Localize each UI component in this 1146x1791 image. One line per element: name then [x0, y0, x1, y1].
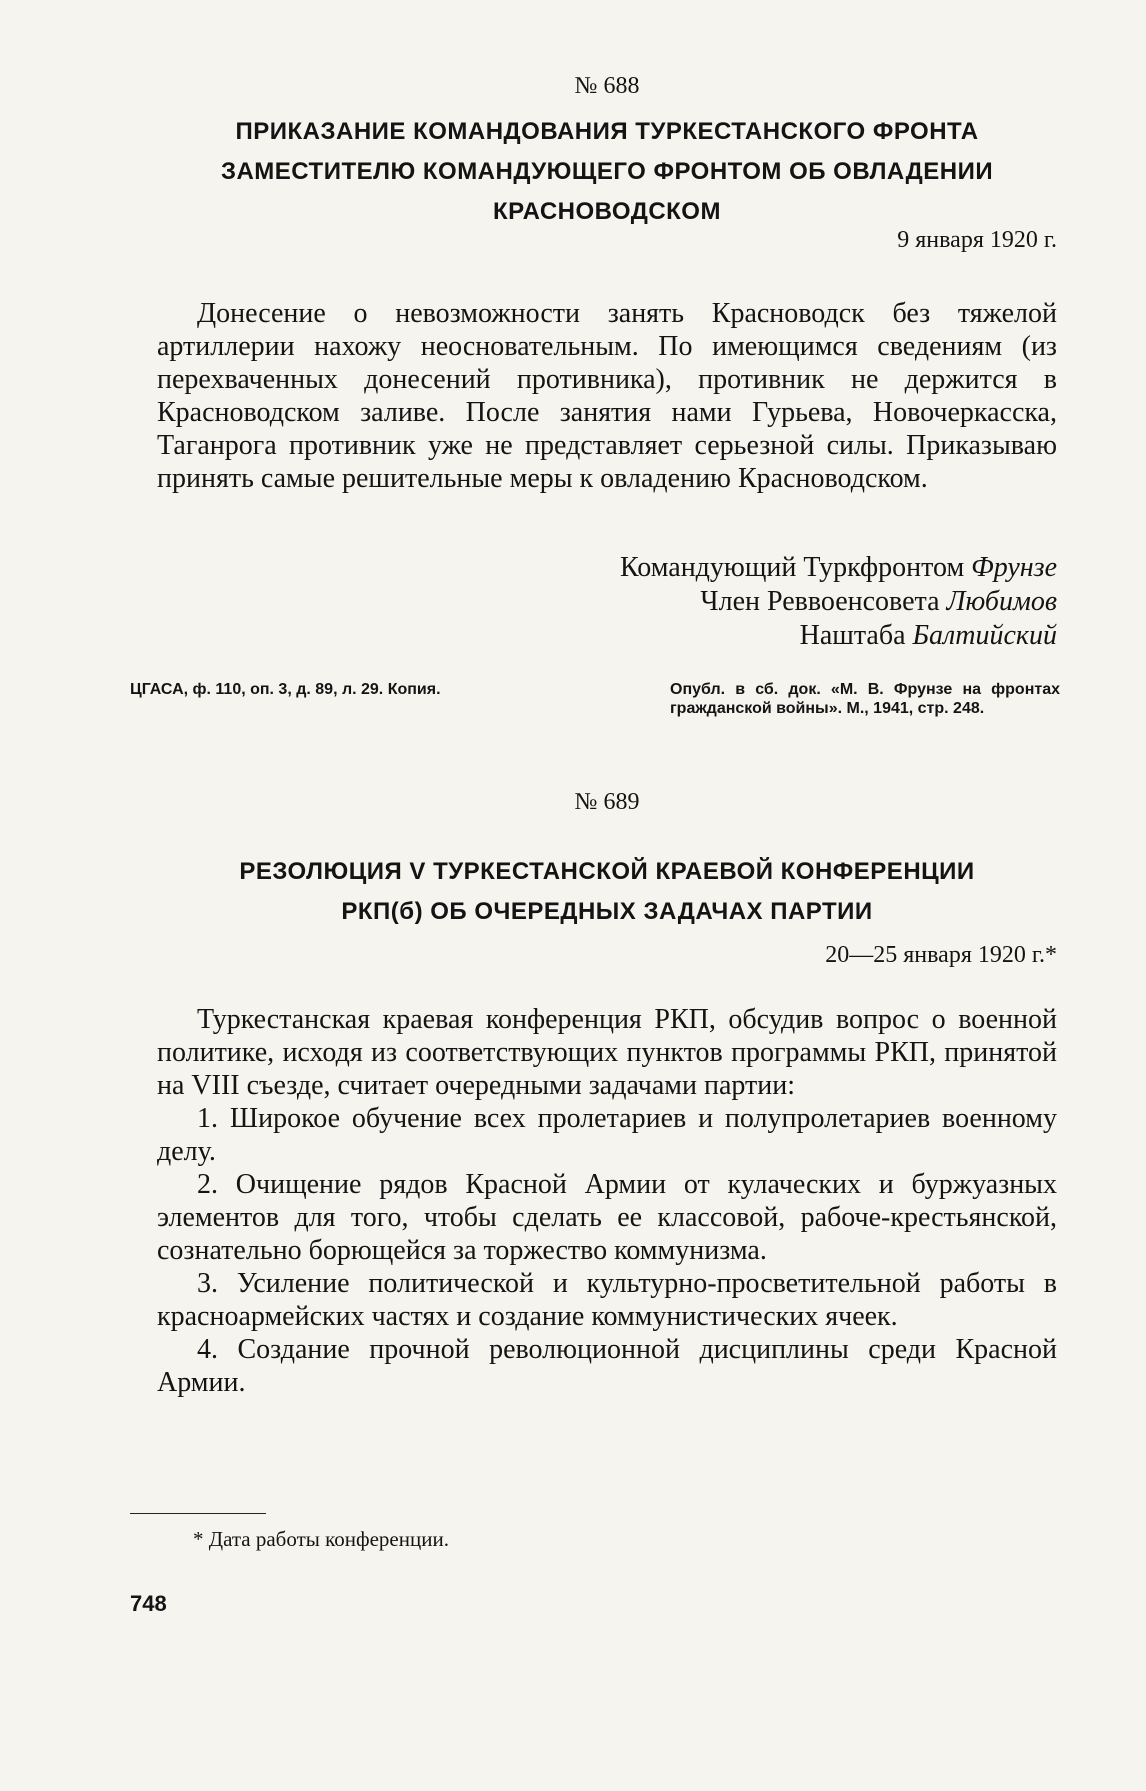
doc-689-title-line: РКП(б) ОБ ОЧЕРЕДНЫХ ЗАДАЧАХ ПАРТИИ	[341, 898, 873, 925]
doc-688-title-line: ПРИКАЗАНИЕ КОМАНДОВАНИЯ ТУРКЕСТАНСКОГО ФРОНТА	[235, 118, 979, 145]
doc-689-paragraph: 2. Очищение рядов Красной Армии от кулаческих и буржуазных элементов для того, чтобы сделать ее классовой, рабоче-крестьянской, сознательно борющейся за торжество коммунизма.	[157, 1169, 1057, 1266]
doc-689-body	[157, 1003, 1057, 1399]
signature-name: Любимов	[946, 586, 1057, 617]
doc-689-paragraph: Туркестанская краевая конференция РКП, обсудив вопрос о военной политике, исходя из соответствующих пунктов программы РКП, принятой на VIII съезде, считает очередными задачами партии:	[157, 1004, 1057, 1101]
signature-line	[157, 585, 1057, 619]
doc-688-body	[157, 297, 1057, 495]
doc-688-title-line: КРАСНОВОДСКОМ	[493, 198, 721, 225]
signature-name: Балтийский	[912, 620, 1057, 651]
doc-688-paragraph: Донесение о невозможности занять Красноводск без тяжелой артиллерии нахожу неосновательным. По имеющимся сведениям (из перехваченных донесений противника), противник не держится в Красноводском заливе. После занятия нами Гурьева, Новочеркасска, Таганрога противник уже не представляет серьезной силы. Приказываю принять самые решительные меры к овладению Красноводском.	[157, 298, 1057, 494]
doc-689-paragraph: 3. Усиление политической и культурно-просветительной работы в красноармейских частях и создание коммунистических ячеек.	[157, 1268, 1057, 1332]
footnote-rule	[130, 1513, 266, 1514]
signature-line	[157, 551, 1057, 585]
signature-name: Фрунзе	[971, 552, 1057, 583]
doc-688-title-line: ЗАМЕСТИТЕЛЮ КОМАНДУЮЩЕГО ФРОНТОМ ОБ ОВЛАДЕНИИ	[220, 158, 994, 185]
doc-689-paragraph: 4. Создание прочной революционной дисциплины среди Красной Армии.	[157, 1334, 1057, 1398]
publication-source: Опубл. в сб. док. «М. В. Фрунзе на фронтах гражданской войны». М., 1941, стр. 248.	[670, 681, 1060, 717]
doc-689-number: № 689	[574, 789, 640, 815]
signature-role: Наштаба	[799, 620, 906, 651]
doc-688-date: 9 января 1920 г.	[897, 227, 1057, 253]
archive-source: ЦГАСА, ф. 110, оп. 3, д. 89, л. 29. Копия.	[130, 681, 441, 698]
page-number: 748	[130, 1591, 167, 1616]
signature-line	[157, 619, 1057, 653]
signature-role: Член Реввоенсовета	[700, 586, 940, 617]
doc-689-paragraph: 1. Широкое обучение всех пролетариев и полупролетариев военному делу.	[157, 1103, 1057, 1167]
doc-689-title-line: РЕЗОЛЮЦИЯ V ТУРКЕСТАНСКОЙ КРАЕВОЙ КОНФЕРЕНЦИИ	[239, 858, 975, 885]
footnote: * Дата работы конференции.	[193, 1527, 449, 1551]
doc-688-signatures	[157, 551, 1057, 653]
doc-688-title	[157, 112, 1057, 232]
signature-role: Командующий Туркфронтом	[619, 552, 965, 583]
doc-688-number: № 688	[574, 73, 640, 99]
doc-689-title	[157, 852, 1057, 932]
doc-689-date: 20—25 января 1920 г.*	[825, 942, 1057, 968]
